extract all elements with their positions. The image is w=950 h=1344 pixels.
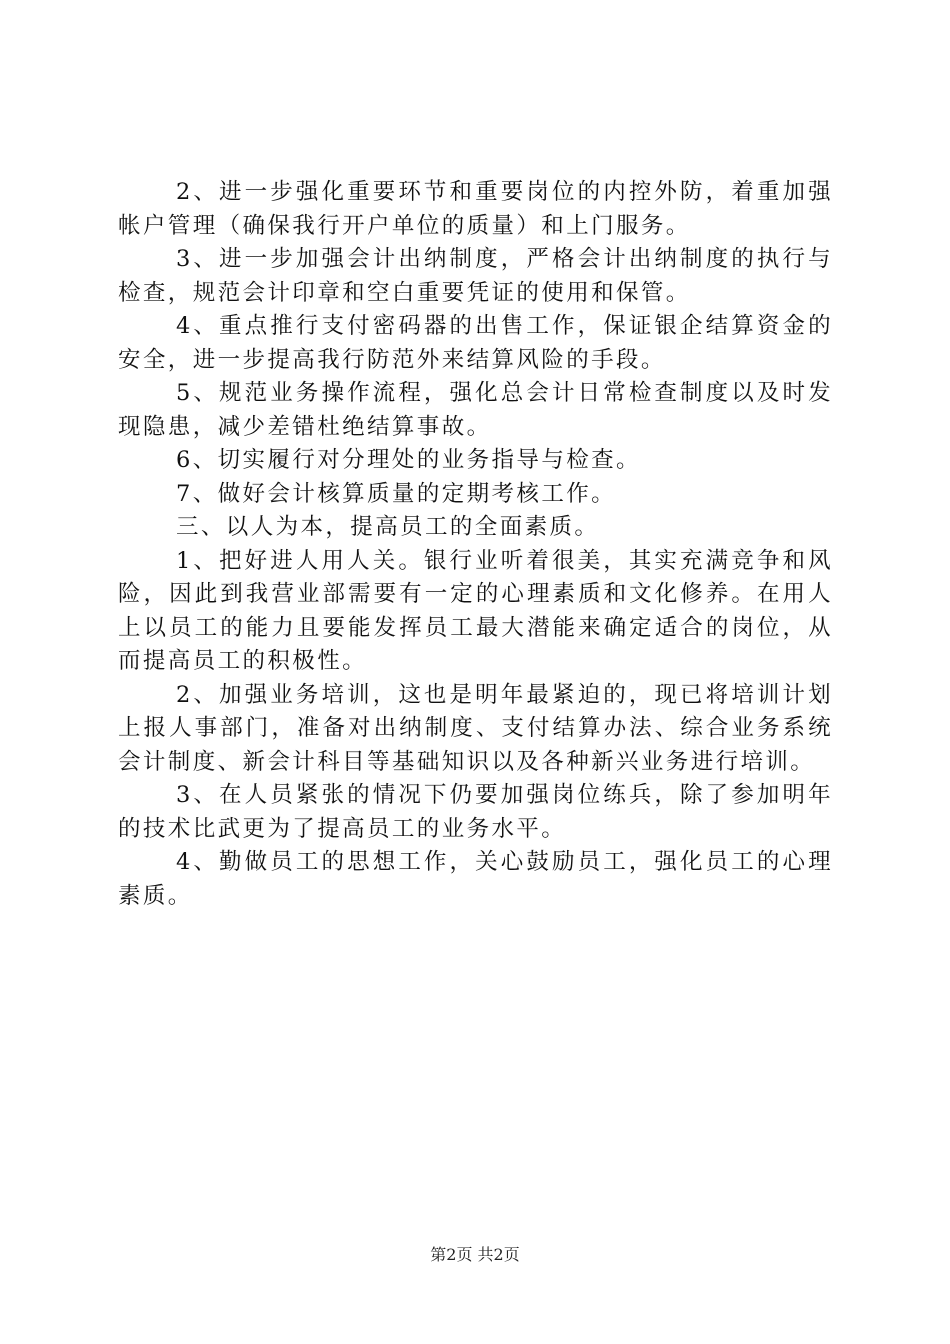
paragraph-payment-password: 4、重点推行支付密码器的出售工作，保证银企结算资金的安全，进一步提高我行防范外来结算风险的手段。 xyxy=(118,313,833,373)
document-body xyxy=(118,176,833,913)
paragraph-operation-process: 5、规范业务操作流程，强化总会计日常检查制度以及时发现隐患，减少差错杜绝结算事故。 xyxy=(118,380,833,440)
paragraph-hiring: 1、把好进人用人关。银行业听着很美，其实充满竞争和风险，因此到我营业部需要有一定的心理素质和文化修养。在用人上以员工的能力且要能发挥员工最大潜能来确定适合的岗位，从而提高员工的积极性。 xyxy=(118,547,833,674)
paragraph-training: 2、加强业务培训，这也是明年最紧迫的，现已将培训计划上报人事部门，准备对出纳制度、支付结算办法、综合业务系统会计制度、新会计科目等基础知识以及各种新兴业务进行培训。 xyxy=(118,681,833,775)
paragraph-account-management: 2、进一步强化重要环节和重要岗位的内控外防，着重加强帐户管理（确保我行开户单位的质量）和上门服务。 xyxy=(118,179,833,239)
page-number-footer: 第2页 共2页 xyxy=(430,1245,520,1264)
paragraph-skill-practice: 3、在人员紧张的情况下仍要加强岗位练兵，除了参加明年的技术比武更为了提高员工的业务水平。 xyxy=(118,782,833,842)
section-heading-people: 三、以人为本，提高员工的全面素质。 xyxy=(176,514,600,540)
paragraph-staff-care: 4、勤做员工的思想工作，关心鼓励员工，强化员工的心理素质。 xyxy=(118,849,833,909)
paragraph-branch-guidance: 6、切实履行对分理处的业务指导与检查。 xyxy=(176,447,641,473)
paragraph-cashier-system: 3、进一步加强会计出纳制度，严格会计出纳制度的执行与检查，规范会计印章和空白重要凭证的使用和保管。 xyxy=(118,246,833,306)
paragraph-quality-assessment: 7、做好会计核算质量的定期考核工作。 xyxy=(176,480,617,507)
